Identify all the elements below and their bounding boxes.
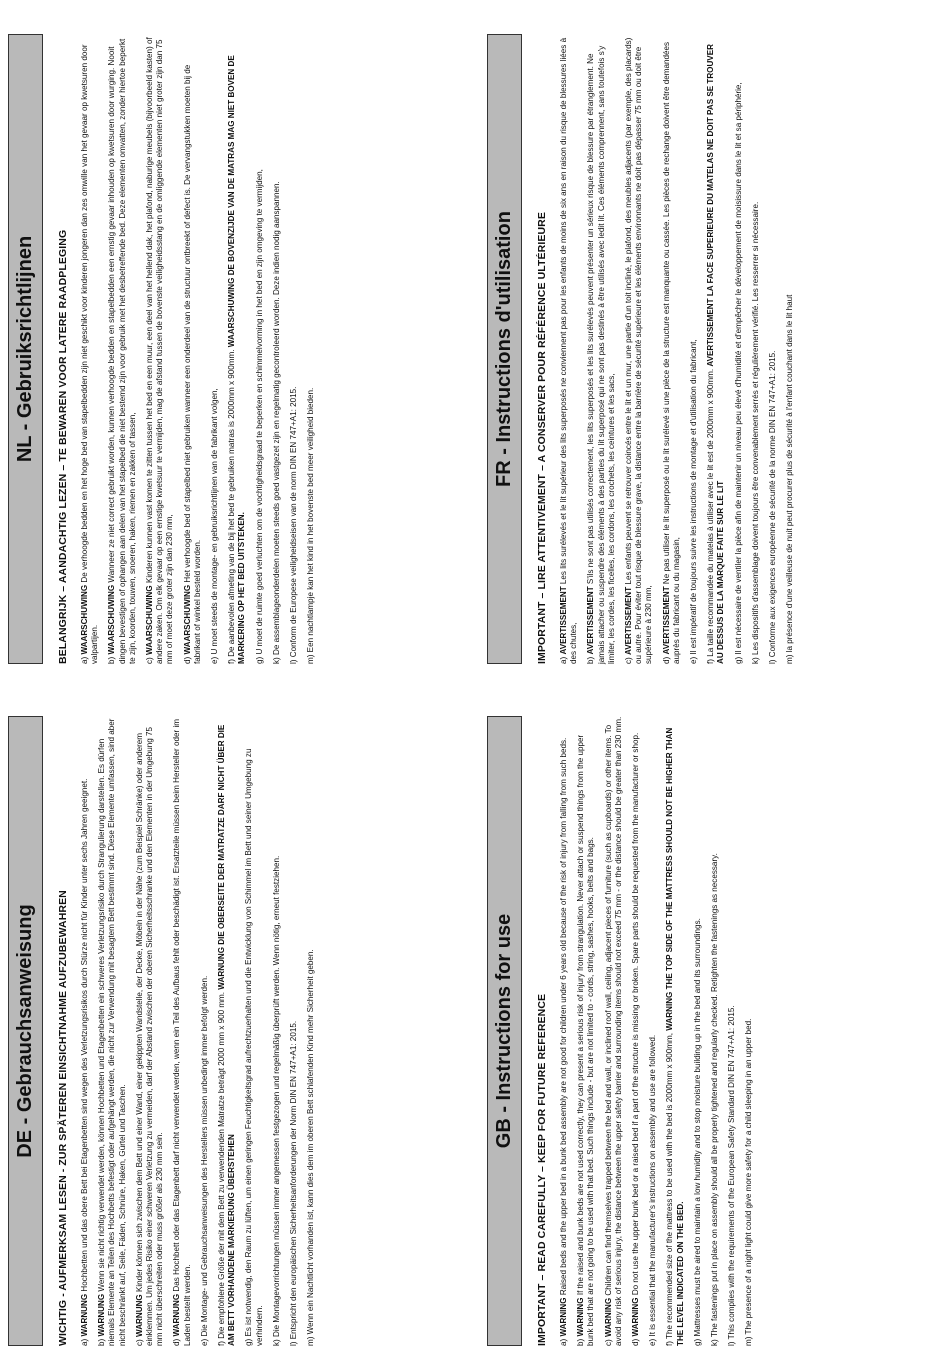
item-label: m)	[306, 654, 316, 664]
instruction-item	[693, 716, 703, 1346]
item-label: f)	[665, 1341, 675, 1346]
item-text: Les enfants peuvent se retrouver coincés entre le lit et un mur, une partie d'un toit incliné, le plafond, des meubles adjacents (par exemple, des placards) ou autre. Pour éviter tout risque de blessure grave, la distance entre la barrière de sécurité supérieure et les éléments environnants ne doit pas dépasser 75 mm ou doit être supérieure à 230 mm,	[624, 37, 654, 664]
item-label: a)	[80, 656, 89, 664]
item-label: k)	[750, 657, 760, 664]
item-text: La taille recommandée du matelas à utiliser avec le lit est de 2000mm x 900mm.	[706, 368, 716, 657]
item-label: l)	[768, 659, 778, 664]
item-text: S'ils ne sont pas utilisés correctement, les lits superposés et les lits surélevés peuvent présenter un sérieux risque de blessure par étranglement. Ne jamais attacher ou suspendre des éléments à des parties du lit superposé qui ne sont pas destinés à être utilisés avec ledit lit. Ces éléments comprennent, sans toutefois s'y limiter, les cordes, les ficelles, les cordons, les crochets, les ceintures et les sacs,	[586, 45, 616, 664]
item-label: c)	[134, 1339, 144, 1346]
item-label: d)	[661, 656, 671, 664]
section-title-bar	[8, 34, 43, 664]
item-text: Il est impératif de toujours suivre les instructions de montage et d'utilisation du fabricant,	[689, 339, 699, 655]
instruction-list	[80, 34, 323, 664]
warning-label: AVERTISSEMENT	[624, 586, 634, 655]
item-text: Do not use the upper bunk bed or a raised bed if a part of the structure is missing or broken. Spare parts should be requested from the manufacturer or shop.	[631, 732, 641, 1296]
instruction-item	[289, 716, 299, 1346]
item-text: This complies with the requirements of the European Safety Standard DIN EN 747+A1: 2015.	[727, 1005, 737, 1340]
item-text: Het verhoogde bed of stapelbed niet gebruiken wanneer een onderdeel van de structuur ontbreekt of defect is. De vervangstukken moeten bij de fabrikant of winkel besteld worden.	[182, 64, 202, 664]
instruction-item	[689, 34, 699, 664]
instruction-item	[306, 716, 316, 1346]
warning-label: AVERTISSEMENT	[661, 586, 671, 655]
item-text: Les dispositifs d'assemblage doivent toujours être convenablement serrés et régulièrement vérifié. Les resserrer si nécessaire.	[750, 201, 760, 655]
item-text: Wenn ein Nachtlicht vorhanden ist, kann dies dem im oberen Bett schlafenden Kind mehr Sicherheit geben.	[306, 949, 316, 1335]
instruction-item	[624, 34, 655, 664]
section-heading: IMPORTANT – READ CAREFULLY – KEEP FOR FUTURE REFERENCE	[536, 993, 548, 1346]
instruction-item	[172, 716, 192, 1346]
warning-label: WARNUNG	[97, 1293, 107, 1337]
item-text: U moet steeds de montage- en gebruiksrichtlijnen van de fabrikant volgen,	[210, 388, 220, 655]
instruction-list	[80, 716, 323, 1346]
item-label: a)	[80, 1338, 89, 1346]
instruction-item	[586, 34, 617, 664]
instruction-item	[751, 34, 761, 664]
warning-label: WAARSCHUWING	[107, 584, 117, 655]
instruction-item	[306, 34, 316, 664]
item-label: k)	[271, 1339, 281, 1346]
warning-label: AVERTISSEMENT	[559, 586, 568, 655]
instruction-item	[289, 34, 299, 664]
section-title: FR - Instructions d'utilisation	[493, 211, 515, 487]
instruction-item	[727, 716, 737, 1346]
item-label: f)	[227, 659, 237, 664]
item-text: Children can find themselves trapped between the bed and wall, or inclined roof wall, ceiling, adjacent pieces of furniture (such as cupboards) or other items. To avoid any risk of serious injury, the distance between the upper safety barrier and surrounding items should not exceed 75 mm - or the distance should be greater than 230 mm.	[603, 716, 623, 1346]
item-text: Een nachtlampje kan het kind in het bovenste bed meer veiligheid bieden.	[306, 387, 316, 653]
section-heading: IMPORTANT – LIRE ATTENTIVEMENT – A CONSERVER POUR RÉFÉRENCE ULTÉRIEURE	[536, 212, 548, 664]
item-label: k)	[710, 1339, 720, 1346]
item-label: e)	[210, 656, 220, 664]
item-label: b)	[97, 1338, 107, 1346]
item-text: Conforme aux exigences européenne de sécurité de la norme DIN EN 747+A1: 2015.	[768, 350, 778, 658]
item-text: Wenn sie nicht richtig verwendet werden, können Hochbetten und Etagenbetten ein schweres Verletzungsrisiko durch Strangulierung darstellen. Es dürfen niemals Elemente an Teilen des Hochbetts befestigt oder aufgehängt werden, die nicht zur Verwendung mit besagtem Bett bestimmt sind. Diese Elemente umfassen, sind aber nicht beschränkt auf, Seile, Fäden, Schnüre, Haken, Gürtel und Taschen.	[97, 718, 127, 1346]
instruction-item	[710, 716, 720, 1346]
warning-label: WAARSCHUWING	[145, 585, 155, 655]
section-title: NL - Gebruiksrichtlijnen	[14, 235, 36, 463]
item-label: d)	[631, 1338, 641, 1346]
instruction-item	[665, 716, 685, 1346]
instruction-list	[559, 716, 762, 1346]
item-label: l)	[289, 1341, 299, 1346]
item-label: m)	[306, 1336, 316, 1346]
item-label: e)	[689, 656, 699, 664]
instruction-item	[706, 34, 726, 664]
item-label: e)	[648, 1338, 658, 1346]
item-text: De assemblageonderdelen moeten steeds goed vastgezet zijn en regelmatig gecontroleerd worden. Deze indien nodig aanspannen.	[271, 181, 281, 655]
item-text: Entspricht den europäischen Sicherheitsanforderungen der Norm DIN EN 747+A1: 2015.	[289, 1020, 299, 1340]
item-text: Conform de Europese veiligheidseisen van de norm DIN EN 747+A1: 2015.	[289, 386, 299, 658]
item-label: b)	[586, 656, 596, 664]
instruction-item	[217, 716, 237, 1346]
instruction-item	[145, 34, 176, 664]
item-text: la présence d'une veilleuse de nuit peut procurer plus de sécurité à l'enfant couchant dans le lit haut	[785, 294, 795, 653]
item-label: c)	[624, 657, 634, 664]
section-de	[8, 716, 478, 1346]
instruction-item	[227, 34, 247, 664]
item-text: It is essential that the manufacturer's instructions on assembly and use are followed.	[648, 1034, 658, 1337]
item-text: Die Montage- und Gebrauchsanweisungen des Herstellers müssen unbedingt immer befolgt werden.	[199, 975, 209, 1337]
warning-label: WARNUNG	[172, 1293, 182, 1337]
bold-warning: WARNING THE TOP SIDE OF THE MATTRESS SHOULD NOT BE HIGHER THAN THE LEVEL INDICATED ON THE BED.	[665, 727, 685, 1346]
instruction-item	[559, 716, 569, 1346]
item-label: k)	[271, 657, 281, 664]
instruction-list	[559, 34, 802, 664]
section-title-bar	[487, 34, 522, 664]
instruction-item	[255, 34, 265, 664]
item-text: Raised beds and the upper bed in a bunk bed assembly are not good for children under 6 years old because of the risk of injury from falling from such beds.	[559, 737, 568, 1296]
instruction-item	[559, 34, 579, 664]
instruction-item	[97, 716, 128, 1346]
item-text: Kinder können sich zwischen dem Bett und einer Wand, einer gekippten Wandstelle, der Decke, Möbeln in der Nähe (zum Beispiel Schränke) oder anderem einklemmen. Um jedes Risiko einer schweren Verletzung zu vermeiden, darf der Abstand zwischen der oberen Sicherheitsschranke und den Elementen in der Umgebung 75 mm nicht überschreiten oder muss größer als 230 mm sein.	[134, 726, 165, 1346]
item-text: Die empfohlene Größe der mit dem Bett zu verwendenden Matratze beträgt 2000 mm x 900 mm.	[217, 991, 227, 1339]
item-text: De verhoogde bedden en het hoge bed van stapelbedden zijn niet geschikt voor kinderen jongeren dan zes omwille van het gevaar op kwetsuren door valpartijen.	[80, 44, 100, 664]
section-nl	[8, 34, 478, 664]
item-label: a)	[559, 1338, 568, 1346]
item-text: If the raised and bunk beds are not used correctly, they can present a serious risk of injury from strangulation. Never attach or suspend things from the upper bunk bed that are not going to be used with that bed. Such things include - but are not limited to - cords, string, sashes, hooks, belts and bags.	[576, 734, 596, 1346]
instruction-item	[768, 34, 778, 664]
item-label: m)	[744, 1336, 754, 1346]
section-title-bar	[8, 716, 43, 1346]
warning-label: WARNING	[576, 1297, 586, 1337]
warning-label: WARNUNG	[134, 1294, 144, 1337]
section-gb	[487, 716, 950, 1346]
section-title: GB - Instructions for use	[493, 913, 515, 1149]
item-label: l)	[727, 1341, 737, 1346]
item-label: l)	[289, 659, 299, 664]
item-label: f)	[706, 659, 716, 664]
warning-label: WARNING	[559, 1297, 568, 1337]
warning-label: WAARSCHUWING	[80, 584, 89, 655]
item-label: b)	[107, 656, 117, 664]
warning-label: WARNING	[631, 1297, 641, 1337]
item-label: g)	[692, 1338, 702, 1346]
instruction-item	[244, 716, 264, 1346]
item-label: g)	[733, 656, 743, 664]
item-text: The presence of a night light could give more safety for a child sleeping in an upper bed.	[744, 1018, 754, 1335]
item-text: Les lits surélevés et le lit supérieur des lits superposés ne conviennent pas pour les enfants de moins de six ans en raison du risque de blessures liées à des chutes,	[559, 37, 579, 664]
instruction-item	[785, 34, 795, 664]
instruction-item	[631, 716, 641, 1346]
instruction-item	[183, 34, 203, 664]
item-text: Das Hochbett oder das Etagenbett darf nicht verwendet werden, wenn ein Teil des Aufbaus fehlt oder beschädigt ist. Ersatzteile müssen beim Hersteller oder im Laden bestellt werden.	[172, 719, 192, 1346]
item-text: Ne pas utiliser le lit superposé ou le lit surélevé si une pièce de la structure est manquante ou cassée. Les pièces de rechange doivent être demandées auprès du fabricant ou du magasin,	[661, 41, 681, 664]
bold-warning: WAARSCHUWING DE BOVENZIJDE VAN DE MATRAS MAG NIET BOVEN DE MARKERING OP HET BED UITSTEKEN.	[227, 55, 247, 664]
item-text: Es ist notwendig, den Raum zu lüften, um einen geringen Feuchtigkeitsgrad aufrechtzuerhalten und die Entwicklung von Schimmel im Bett und seiner Umgebung zu verhindern.	[244, 748, 264, 1346]
bold-warning: AVERTISSEMENT LA FACE SUPERIEURE DU MATELAS NE DOIT PAS SE TROUVER AU DESSUS DE LA MARQUE FAITE SUR LE LIT	[706, 44, 726, 664]
instruction-item	[107, 34, 138, 664]
item-text: Wanneer ze niet correct gebruikt worden, kunnen verhoogde bedden en stapelbedden een ernstig gevaar inhouden op kwetsuren door wurging. Nooit dingen bevestigen of ophangen aan delen van het stapelbed die niet bestemd zijn voor gebruik met het desbetreffende bed. Deze elementen omvatten, zonder hiertoe beperkt te zijn, koorden, touwen, snoeren, haken, riemen en zakken of tassen,	[107, 38, 137, 664]
item-label: c)	[603, 1339, 613, 1346]
item-label: g)	[254, 656, 264, 664]
warning-label: WARNUNG	[80, 1293, 89, 1337]
instruction-item	[80, 716, 90, 1346]
item-text: Il est nécessaire de ventiler la pièce afin de maintenir un niveau peu élevé d'humidité et d'empêcher le développement de moisissure dans le lit et sa périphérie,	[733, 82, 743, 655]
item-text: Hochbetten und das obere Bett bei Etagenbetten sind wegen des Verletzungsrisikos durch Stürze nicht für Kinder unter sechs Jahren geeignet.	[80, 778, 89, 1292]
item-label: a)	[559, 656, 568, 664]
item-label: g)	[244, 1338, 254, 1346]
section-heading: WICHTIG - AUFMERKSAM LESEN - ZUR SPÄTEREN EINSICHTNAHME AUFZUBEWAHREN	[57, 890, 69, 1346]
section-title-bar	[487, 716, 522, 1346]
instruction-item	[210, 34, 220, 664]
instruction-item	[272, 34, 282, 664]
item-label: b)	[576, 1338, 586, 1346]
instruction-item	[648, 716, 658, 1346]
item-label: c)	[145, 657, 155, 664]
item-text: U moet de ruimte goed verluchten om de vochtigheidsgraad te beperken en schimmelvorming in het bed en zijn omgeving te vermijden,	[254, 169, 264, 655]
instruction-item	[604, 716, 624, 1346]
section-heading: BELANGRIJK – AANDACHTIG LEZEN – TE BEWAREN VOOR LATERE RAADPLEGING	[57, 229, 69, 664]
item-text: The recommended size of the mattress to be used with the bed is 2000mm x 900mm,	[665, 1033, 675, 1339]
instruction-item	[734, 34, 744, 664]
section-fr	[487, 34, 950, 664]
item-text: Die Montagevorrichtungen müssen immer angemessen festgezogen und regelmäßig überprüft werden. Wenn nötig, erneut festziehen.	[271, 855, 281, 1337]
bold-warning: WARNUNG DIE OBERSEITE DER MATRATZE DARF NICHT ÜBER DIE AM BETT VORHANDENE MARKIERUNG ÜBERSTEHEN	[217, 724, 237, 1346]
item-label: d)	[182, 656, 192, 664]
instruction-item	[135, 716, 166, 1346]
item-label: e)	[199, 1338, 209, 1346]
item-label: d)	[172, 1338, 182, 1346]
warning-label: WAARSCHUWING	[182, 584, 192, 655]
item-text: Mattresses must be aired to maintain a low humidity and to stop moisture building up in the bed and its surroundings.	[692, 918, 702, 1337]
instruction-item	[662, 34, 682, 664]
instruction-item	[200, 716, 210, 1346]
item-label: m)	[785, 654, 795, 664]
instruction-item	[576, 716, 596, 1346]
warning-label: WARNING	[603, 1297, 613, 1337]
instruction-item	[744, 716, 754, 1346]
item-text: De aanbevolen afmeting van de bij het bed te gebruiken matras is 2000mm x 900mm.	[227, 349, 237, 657]
instruction-item	[272, 716, 282, 1346]
item-text: Kinderen kunnen vast komen te zitten tussen het bed en een muur, een deel van het hellend dak, het plafond, naburige meubels (bijvoorbeeld kasten) of andere zaken. Om elk gevaar op een ernstige kwetsuur te vermijden, mag de afstand tussen de bovenste veiligheidsstang en de omliggende elementen niet groter zijn dan 75 mm of moet deze groter zijn dan 230 mm,	[145, 37, 175, 664]
item-label: f)	[217, 1341, 227, 1346]
warning-label: AVERTISSEMENT	[586, 586, 596, 655]
instruction-item	[80, 34, 100, 664]
item-text: The fastenings put in place on assembly should all be properly tightened and regularly checked. Retighten the fastenings as necessary.	[710, 853, 720, 1338]
section-title: DE - Gebrauchsanweisung	[14, 904, 36, 1158]
